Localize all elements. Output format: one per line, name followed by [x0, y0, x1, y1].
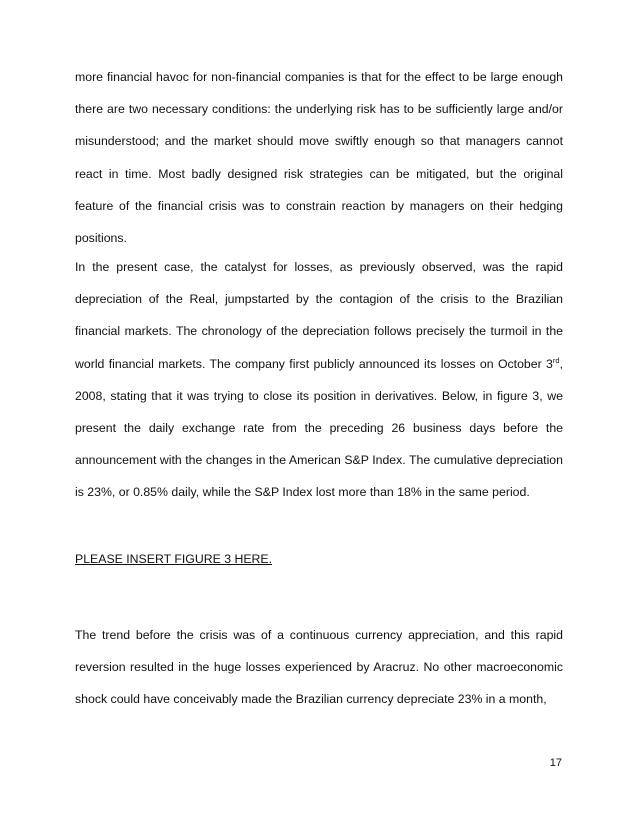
paragraph-2	[75, 251, 563, 509]
ordinal-superscript: rd	[552, 355, 560, 365]
paragraph-2-text-a: In the present case, the catalyst for losses, as previously observed, was the rapid depreciation of the Real, jumpstarted by the contagion of the crisis to the Brazilian financial markets. The chronology of the depreciation follows precisely the turmoil in the world financial markets. The company first publicly announced its losses on October 3	[75, 260, 563, 371]
paragraph-1: more financial havoc for non-financial companies is that for the effect to be large enough there are two necessary conditions: the underlying risk has to be sufficiently large and/or misunderstood; and the market should move swiftly enough so that managers cannot react in time. Most badly designed risk strategies can be mitigated, but the original feature of the financial crisis was to constrain reaction by managers on their hedging positions.	[75, 70, 563, 246]
paragraph-2-text-b: , 2008, stating that it was trying to close its position in derivatives. Below, in figure 3, we present the daily exchange rate from the preceding 26 business days before the announcement with the changes in the American S&P Index. The cumulative depreciation is 23%, or 0.85% daily, while the S&P Index lost more than 18% in the same period.	[75, 356, 563, 500]
paragraph-3: The trend before the crisis was of a continuous currency appreciation, and this rapid reversion resulted in the huge losses experienced by Aracruz. No other macroeconomic shock could have conceivably made the Brazilian currency depreciate 23% in a month,	[75, 628, 563, 707]
page-number: 17	[549, 757, 562, 769]
figure-placeholder: PLEASE INSERT FIGURE 3 HERE.	[75, 552, 273, 566]
